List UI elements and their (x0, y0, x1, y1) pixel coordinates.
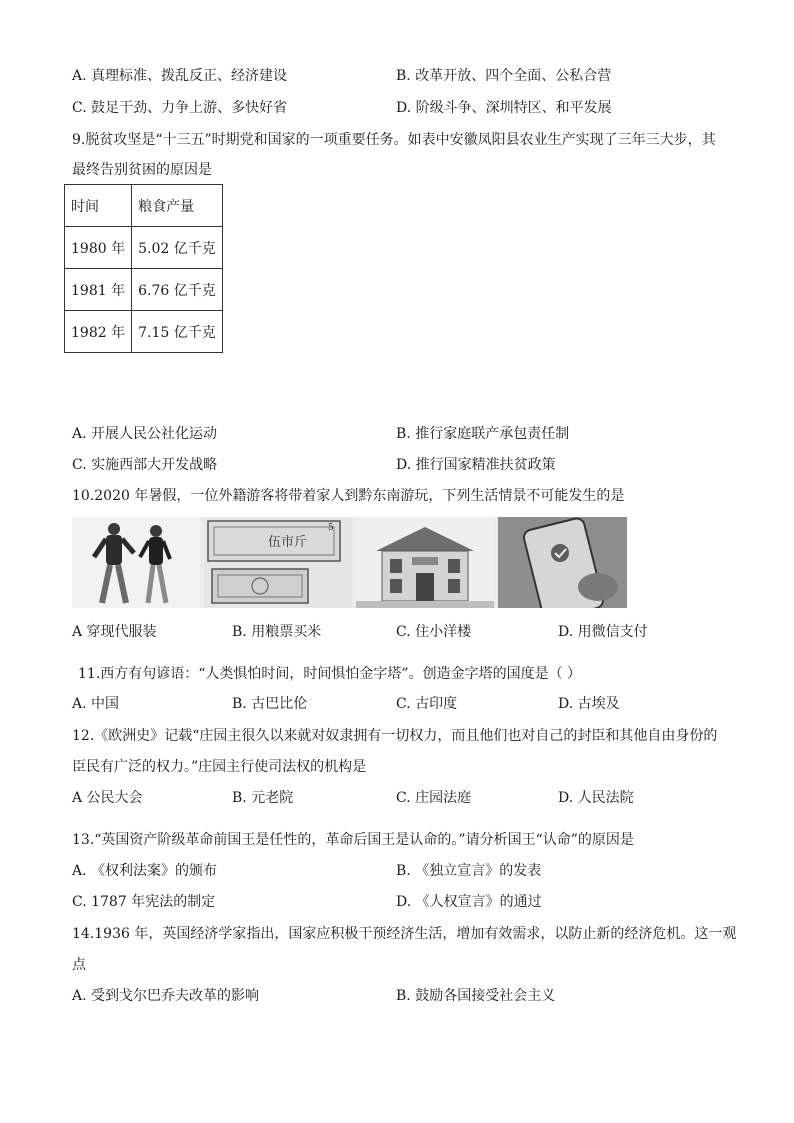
q13-stem: 13.“英国资产阶级革命前国王是任性的，革命后国王是认命的。”请分析国王“认命”的原因是 (72, 832, 634, 848)
table-row (65, 269, 223, 311)
grain-output-table (64, 184, 223, 353)
q11-option-d[interactable]: D. 古埃及 (558, 696, 620, 712)
q10-option-d[interactable]: D. 用微信支付 (558, 624, 648, 640)
q11-stem: 11.西方有句谚语：“人类惧怕时间，时间惧怕金字塔”。创造金字塔的国度是（ ） (78, 666, 582, 682)
q9-option-a[interactable]: A. 开展人民公社化运动 (72, 426, 218, 442)
q13-option-b[interactable]: B. 《独立宣言》的发表 (396, 863, 542, 879)
q9-stem-line2: 最终告别贫困的原因是 (72, 162, 212, 178)
q12-option-b[interactable]: B. 元老院 (232, 790, 294, 806)
table-header-cell: 时间 (65, 185, 132, 227)
q14-stem-line1: 14.1936 年，英国经济学家指出，国家应积极干预经济生活，增加有效需求，以防止新的经济危机。这一观 (72, 926, 737, 942)
q14-option-b[interactable]: B. 鼓励各国接受社会主义 (396, 988, 556, 1004)
modern-clothing-photo (72, 517, 200, 608)
q9-option-d[interactable]: D. 推行国家精准扶贫政策 (396, 457, 556, 473)
table-row (65, 227, 223, 269)
q13-options-row2 (72, 892, 732, 912)
q8-options-row1 (72, 66, 732, 86)
q12-options-row (72, 788, 732, 808)
q14-stem-line2: 点 (72, 957, 86, 973)
q11-option-b[interactable]: B. 古巴比伦 (232, 696, 308, 712)
q10-option-a[interactable]: A 穿现代服装 (72, 624, 157, 640)
q11-options-row (72, 694, 732, 714)
table-cell-output: 6.76 亿千克 (132, 269, 223, 311)
q8-option-b[interactable]: B. 改革开放、四个全面、公私合营 (396, 68, 612, 84)
ticket-number: 5 (328, 523, 334, 533)
q13-option-a[interactable]: A. 《权利法案》的颁布 (72, 863, 218, 879)
table-cell-output: 7.15 亿千克 (132, 311, 223, 353)
table-row (65, 311, 223, 353)
ticket-denomination: 伍市斤 (268, 535, 308, 550)
q10-options-row (72, 622, 732, 642)
q10-stem: 10.2020 年暑假，一位外籍游客将带着家人到黔东南游玩，下列生活情景不可能发生的是 (72, 488, 625, 504)
q14-option-a[interactable]: A. 受到戈尔巴乔夫改革的影响 (72, 988, 260, 1004)
q12-option-d[interactable]: D. 人民法院 (558, 790, 634, 806)
q9-options-row1 (72, 424, 732, 444)
table-header-cell: 粮食产量 (132, 185, 223, 227)
q8-options-row2 (72, 98, 732, 118)
grain-ticket-photo (204, 517, 352, 608)
q11-option-c[interactable]: C. 古印度 (396, 696, 458, 712)
table-cell-year: 1981 年 (65, 269, 132, 311)
table-cell-year: 1982 年 (65, 311, 132, 353)
q8-option-a[interactable]: A. 真理标准、拨乱反正、经济建设 (72, 68, 288, 84)
q12-option-a[interactable]: A 公民大会 (72, 790, 143, 806)
q8-option-c[interactable]: C. 鼓足干劲、力争上游、多快好省 (72, 100, 288, 116)
q13-option-c[interactable]: C. 1787 年宪法的制定 (72, 894, 216, 910)
q9-option-b[interactable]: B. 推行家庭联产承包责任制 (396, 426, 570, 442)
table-cell-year: 1980 年 (65, 227, 132, 269)
q8-option-d[interactable]: D. 阶级斗争、深圳特区、和平发展 (396, 100, 612, 116)
q11-option-a[interactable]: A. 中国 (72, 696, 120, 712)
q10-option-b[interactable]: B. 用粮票买米 (232, 624, 322, 640)
q14-options-row1 (72, 986, 732, 1006)
q12-stem-line2: 臣民有广泛的权力。”庄园主行使司法权的机构是 (72, 759, 367, 775)
q12-stem-line1: 12.《欧洲史》记载“庄园主很久以来就对奴隶拥有一切权力，而且他们也对自己的封臣和其他自由身份的 (72, 728, 718, 744)
western-house-photo (356, 517, 494, 608)
q9-options-row2 (72, 455, 732, 475)
q13-options-row1 (72, 861, 732, 881)
table-cell-output: 5.02 亿千克 (132, 227, 223, 269)
q10-option-c[interactable]: C. 住小洋楼 (396, 624, 472, 640)
q12-option-c[interactable]: C. 庄园法庭 (396, 790, 472, 806)
table-header-row (65, 185, 223, 227)
q9-stem-line1: 9.脱贫攻坚是“十三五”时期党和国家的一项重要任务。如表中安徽凤阳县农业生产实现了三年三大步，其 (72, 132, 716, 148)
q9-option-c[interactable]: C. 实施西部大开发战略 (72, 457, 218, 473)
wechat-payment-photo (498, 517, 627, 608)
q13-option-d[interactable]: D. 《人权宣言》的通过 (396, 894, 542, 910)
